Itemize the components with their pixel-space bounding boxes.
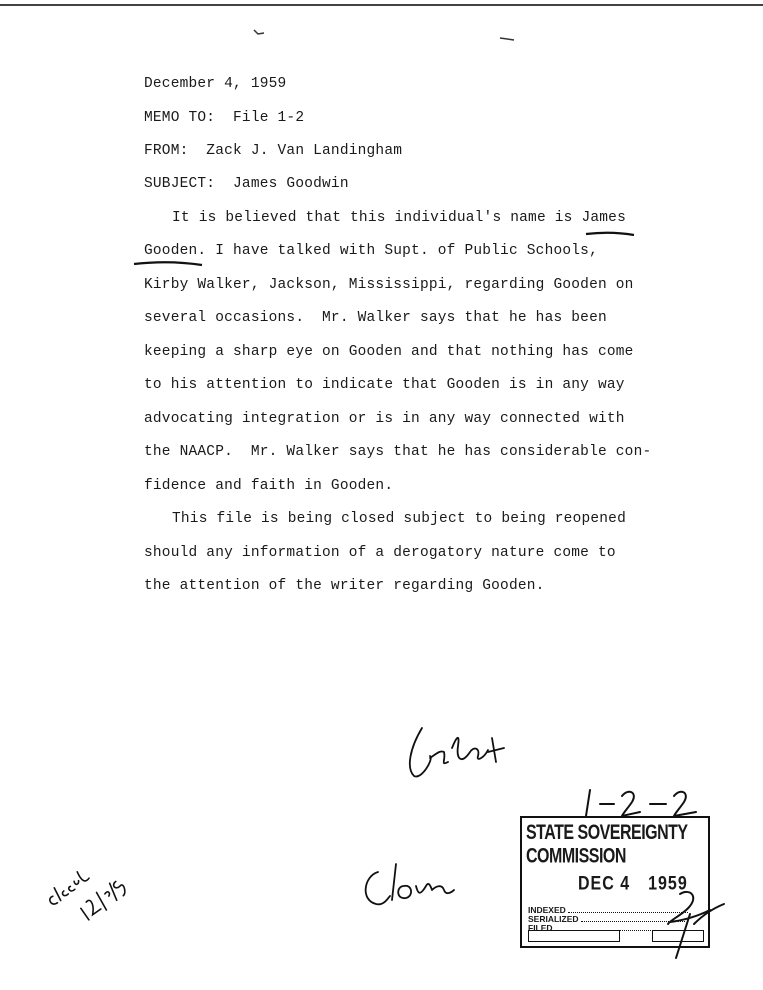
body-line: keeping a sharp eye on Gooden and that nothing has come bbox=[144, 344, 634, 360]
stamp-indexed-label: INDEXED bbox=[528, 905, 566, 915]
body-line: advocating integration or is in any way connected with bbox=[144, 411, 625, 427]
stamp-date-day: DEC 4 bbox=[578, 874, 631, 895]
body-line: fidence and faith in Gooden. bbox=[144, 478, 394, 494]
body-line: the NAACP. Mr. Walker says that he has considerable con- bbox=[144, 444, 652, 460]
stamp-date-year: 1959 bbox=[648, 874, 688, 895]
handwritten-close bbox=[356, 856, 476, 916]
stamp-serialized-label: SERIALIZED bbox=[528, 914, 579, 924]
body-line: several occasions. Mr. Walker says that he has been bbox=[144, 310, 607, 326]
body-line: to his attention to indicate that Gooden is in any way bbox=[144, 377, 625, 393]
memo-to: MEMO TO: File 1-2 bbox=[144, 110, 305, 126]
body-line: It is believed that this individual's name is James bbox=[172, 210, 626, 226]
body-line: Kirby Walker, Jackson, Mississippi, regarding Gooden on bbox=[144, 277, 634, 293]
stamp-title: STATE SOVEREIGNTY COMMISSION bbox=[526, 822, 688, 868]
body-line: Gooden. I have talked with Supt. of Public Schools, bbox=[144, 243, 598, 259]
memo-from: FROM: Zack J. Van Landingham bbox=[144, 143, 403, 159]
memo-date: December 4, 1959 bbox=[144, 76, 287, 92]
body-line: the attention of the writer regarding Gooden. bbox=[144, 578, 545, 594]
handwritten-initials bbox=[650, 884, 730, 964]
handwritten-margin-note bbox=[40, 840, 150, 930]
stamp-filed-label: FILED bbox=[528, 923, 553, 933]
body-line: This file is being closed subject to being reopened bbox=[172, 511, 626, 527]
handwritten-signature bbox=[400, 718, 520, 788]
memo-subject: SUBJECT: James Goodwin bbox=[144, 176, 349, 192]
body-line: should any information of a derogatory nature come to bbox=[144, 545, 616, 561]
stamp-box bbox=[528, 930, 620, 942]
